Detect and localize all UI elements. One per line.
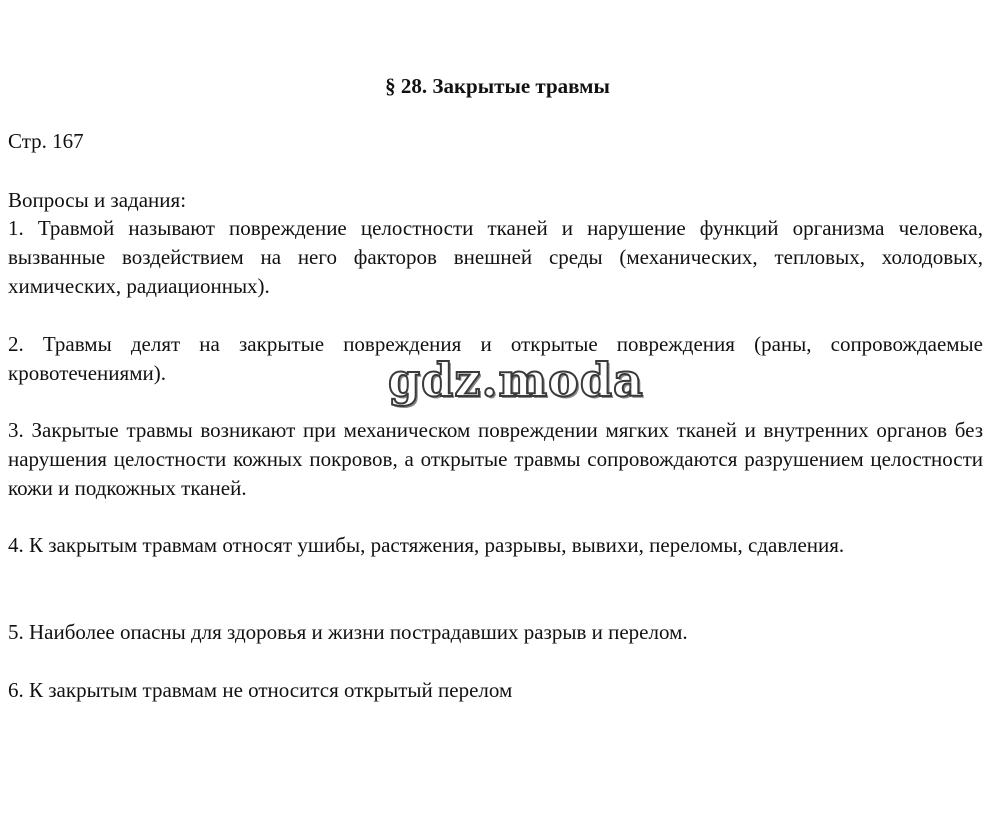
page-title: § 28. Закрытые травмы <box>385 74 610 98</box>
answer-6: 6. К закрытым травмам не относится открытый перелом <box>8 678 513 702</box>
section-heading: Вопросы и задания: <box>8 188 187 212</box>
answer-5: 5. Наиболее опасны для здоровья и жизни пострадавших разрыв и перелом. <box>8 620 688 644</box>
answer-2: 2. Травмы делят на закрытые повреждения и открытые повреждения (раны, сопровождаемые кровотечениями). <box>8 332 983 385</box>
watermark-logo: gdz.moda <box>388 353 644 407</box>
answer-1: 1. Травмой называют повреждение целостности тканей и нарушение функций организма человека, вызванные воздействием на него факторов внешней среды (механических, тепловых, холодовых, химических, радиационных). <box>8 216 983 298</box>
answer-4: 4. К закрытым травмам относят ушибы, растяжения, разрывы, вывихи, переломы, сдавления. <box>8 533 845 557</box>
page-reference: Стр. 167 <box>8 129 84 153</box>
answer-3: 3. Закрытые травмы возникают при механическом повреждении мягких тканей и внутренних органов без нарушения целостности кожных покровов, а открытые травмы сопровождаются разрушением целостности кожи и подкожных тканей. <box>8 418 983 500</box>
